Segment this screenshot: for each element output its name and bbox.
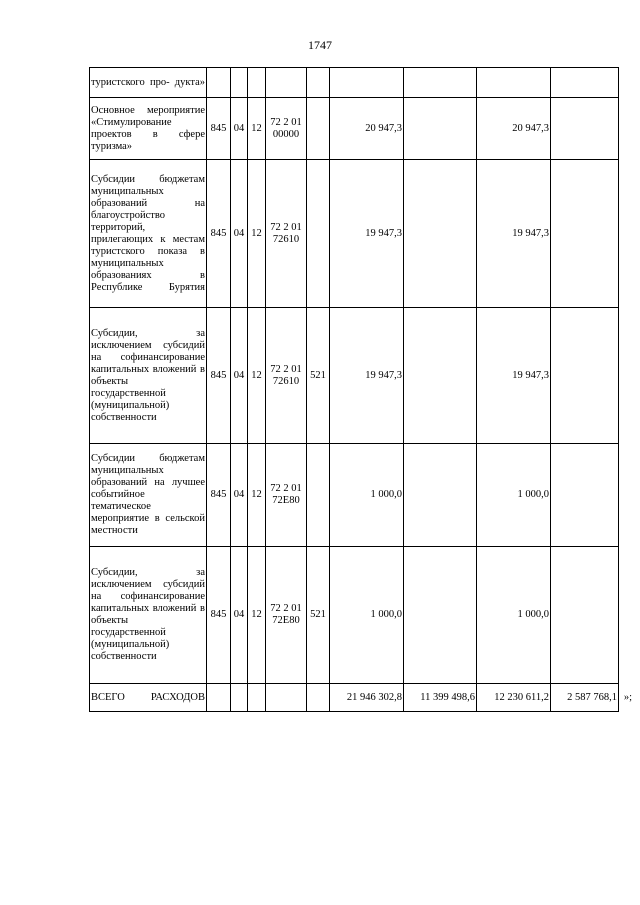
amount-col-3: 19 947,3 [477, 160, 551, 308]
row-name: Субсидии бюджетам муниципальных образований на благоустройство территорий, прилегающих к местам туристского показа в муниципальных образованиях в Республике Бурятия [90, 160, 207, 308]
expense-type-code [307, 98, 330, 160]
amount-col-3: 1 000,0 [477, 547, 551, 684]
amount-col-4 [551, 68, 619, 98]
amount-col-2 [404, 98, 477, 160]
expense-type-code [307, 160, 330, 308]
target-article-code: 72 2 01 72Е80 [266, 547, 307, 684]
expense-type-code: 521 [307, 547, 330, 684]
table-row [90, 444, 619, 547]
amount-col-4 [551, 98, 619, 160]
amount-col-3: 1 000,0 [477, 444, 551, 547]
section-code [231, 684, 248, 712]
section-code: 04 [231, 160, 248, 308]
ved-code: 845 [207, 547, 231, 684]
amount-col-3: 19 947,3 [477, 308, 551, 444]
section-code [231, 68, 248, 98]
amount-col-2 [404, 308, 477, 444]
amount-total [330, 68, 404, 98]
amount-col-4 [551, 684, 632, 712]
section-code: 04 [231, 444, 248, 547]
table-row [90, 547, 619, 684]
amount-total: 19 947,3 [330, 308, 404, 444]
table-row [90, 98, 619, 160]
budget-table [89, 67, 632, 712]
total-row [90, 684, 619, 712]
amount-col-4 [551, 308, 619, 444]
ved-code [207, 684, 231, 712]
target-article-code [266, 68, 307, 98]
expense-type-code [307, 684, 330, 712]
target-article-code: 72 2 01 72610 [266, 308, 307, 444]
expense-type-code [307, 444, 330, 547]
ved-code: 845 [207, 308, 231, 444]
page-number: 1747 [308, 38, 332, 52]
amount-col-4 [551, 444, 619, 547]
subsection-code: 12 [248, 444, 266, 547]
amount-col-2 [404, 547, 477, 684]
closing-suffix: »; [623, 691, 632, 703]
table-row [90, 68, 619, 98]
table-row [90, 160, 619, 308]
target-article-code: 72 2 01 72610 [266, 160, 307, 308]
section-code: 04 [231, 308, 248, 444]
target-article-code: 72 2 01 00000 [266, 98, 307, 160]
expense-type-code: 521 [307, 308, 330, 444]
amount-col-3 [477, 68, 551, 98]
subsection-code [248, 68, 266, 98]
table-row [90, 308, 619, 444]
section-code: 04 [231, 98, 248, 160]
amount-total: 1 000,0 [330, 547, 404, 684]
row-name: Основное мероприятие «Стимулирование проектов в сфере туризма» [90, 98, 207, 160]
section-code: 04 [231, 547, 248, 684]
subsection-code [248, 684, 266, 712]
amount-col-2 [404, 68, 477, 98]
amount-total: 21 946 302,8 [330, 684, 404, 712]
amount-total: 19 947,3 [330, 160, 404, 308]
amount-total: 1 000,0 [330, 444, 404, 547]
amount-col-3: 12 230 611,2 [477, 684, 551, 712]
amount-col-4 [551, 160, 619, 308]
ved-code [207, 68, 231, 98]
amount-col-3: 20 947,3 [477, 98, 551, 160]
ved-code: 845 [207, 444, 231, 547]
target-article-code [266, 684, 307, 712]
amount-col-2 [404, 160, 477, 308]
amount-col-4 [551, 547, 619, 684]
ved-code: 845 [207, 98, 231, 160]
amount-col-4-value: 2 587 768,1 [567, 691, 617, 703]
amount-col-2: 11 399 498,6 [404, 684, 477, 712]
expense-type-code [307, 68, 330, 98]
row-name: ВСЕГО РАСХОДОВ [90, 684, 207, 712]
subsection-code: 12 [248, 308, 266, 444]
subsection-code: 12 [248, 98, 266, 160]
target-article-code: 72 2 01 72Е80 [266, 444, 307, 547]
subsection-code: 12 [248, 160, 266, 308]
row-name: туристского про- дукта» [90, 68, 207, 98]
amount-total: 20 947,3 [330, 98, 404, 160]
subsection-code: 12 [248, 547, 266, 684]
row-name: Субсидии, за исключением субсидий на софинансирование капитальных вложений в объекты государственной (муниципальной) собственности [90, 547, 207, 684]
amount-col-2 [404, 444, 477, 547]
row-name: Субсидии бюджетам муниципальных образований на лучшее событийное тематическое мероприятие в сельской местности [90, 444, 207, 547]
ved-code: 845 [207, 160, 231, 308]
row-name: Субсидии, за исключением субсидий на софинансирование капитальных вложений в объекты государственной (муниципальной) собственности [90, 308, 207, 444]
